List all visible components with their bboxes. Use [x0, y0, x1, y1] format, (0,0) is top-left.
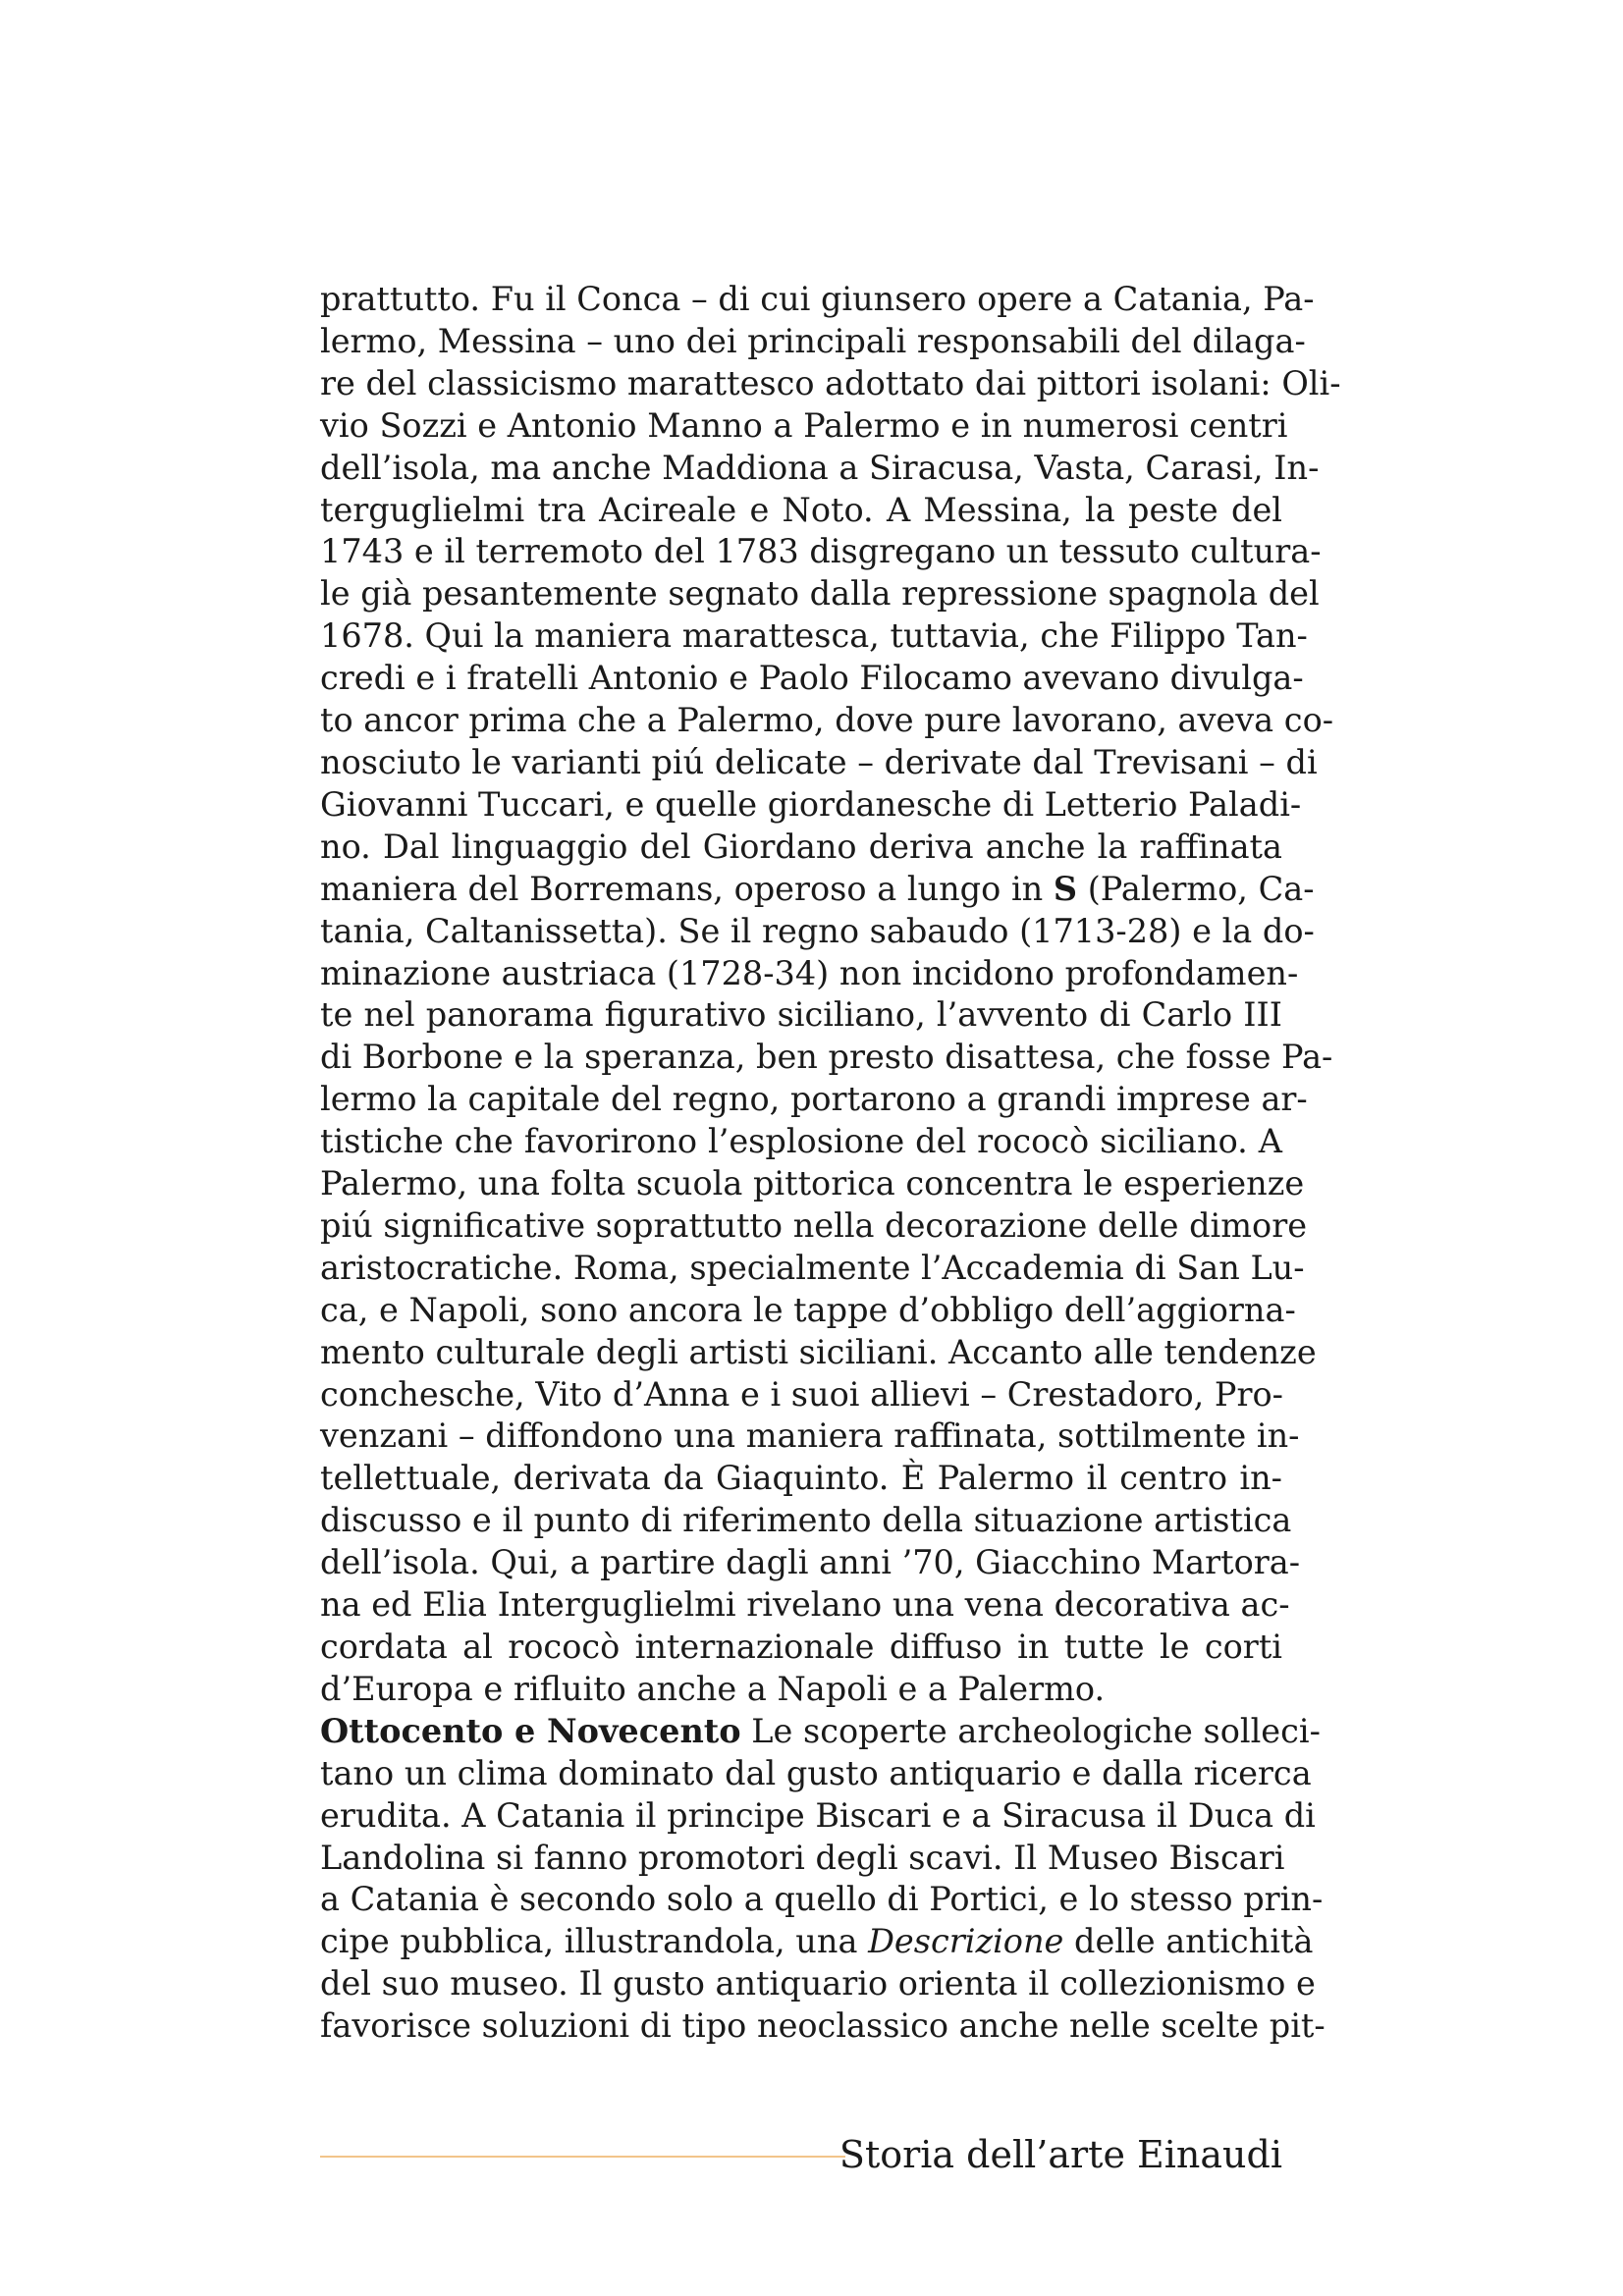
- page-footer: [320, 2132, 1282, 2181]
- text-line: erudita. A Catania il principe Biscari e a Siracusa il Duca di: [320, 1795, 1316, 1835]
- text-line: 1743 e il terremoto del 1783 disgregano un tessuto cultura-: [320, 532, 1322, 571]
- paragraph-lines-2: [320, 911, 1333, 1669]
- footer-title: Storia dell’arte Einaudi: [839, 2133, 1282, 2176]
- text-line: discusso e il punto di riferimento della situazione artistica: [320, 1501, 1292, 1540]
- text-fragment: (Palermo, Ca-: [1077, 869, 1315, 908]
- text-line: dell’isola, ma anche Maddiona a Siracusa, Vasta, Carasi, In-: [320, 448, 1320, 487]
- text-line: 1678. Qui la maniera marattesca, tuttavia, che Filippo Tan-: [320, 616, 1308, 656]
- text-line: na ed Elia Interguglielmi rivelano una vena decorativa ac-: [320, 1585, 1290, 1625]
- text-line: no. Dal linguaggio del Giordano deriva anche la raffinata: [320, 827, 1282, 866]
- text-line: prattutto. Fu il Conca – di cui giunsero opere a Catania, Pa-: [320, 280, 1315, 318]
- text-line: lermo, Messina – uno dei principali responsabili del dilaga-: [320, 321, 1306, 360]
- text-line: tania, Caltanissetta). Se il regno sabaudo (1713-28) e la do-: [320, 911, 1315, 950]
- paragraph-lines-1: [320, 279, 1341, 869]
- text-line: tistiche che favorirono l’esplosione del rococò siciliano. A: [320, 1122, 1282, 1161]
- text-line: conchesche, Vito d’Anna e i suoi allievi – Crestadoro, Pro-: [320, 1374, 1283, 1414]
- text-line: Palermo, una folta scuola pittorica concentra le esperienze: [320, 1164, 1305, 1203]
- text-line: lermo la capitale del regno, portarono a grandi imprese ar-: [320, 1080, 1308, 1119]
- text-line: Giovanni Tuccari, e quelle giordanesche di Letterio Paladi-: [320, 784, 1302, 824]
- text-line: re del classicismo marattesco adottato dai pittori isolani: Oli-: [320, 363, 1341, 402]
- paragraph-last-line: d’Europa e rifluito anche a Napoli e a Palermo.: [320, 1669, 1106, 1708]
- text-line-borremans: [320, 869, 1315, 911]
- text-line: ca, e Napoli, sono ancora le tappe d’obbligo dell’aggiorna-: [320, 1290, 1296, 1329]
- text-fragment: cipe pubblica, illustrandola, una: [320, 1922, 869, 1961]
- text-fragment: Le scoperte archeologiche solleci-: [740, 1711, 1321, 1750]
- text-line: cordata al rococò internazionale diffuso in tutte le corti: [320, 1628, 1282, 1666]
- text-line: mento culturale degli artisti siciliani. Accanto alle tendenze: [320, 1332, 1317, 1371]
- text-line: a Catania è secondo solo a quello di Portici, e lo stesso prin-: [320, 1880, 1324, 1919]
- text-line: nosciuto le varianti piú delicate – derivate dal Trevisani – di: [320, 742, 1318, 781]
- text-line: te nel panorama figurativo siciliano, l’avvento di Carlo III: [320, 995, 1282, 1035]
- text-line: terguglielmi tra Acireale e Noto. A Messina, la peste del: [320, 490, 1282, 529]
- text-fragment: maniera del Borremans, operoso a lungo in: [320, 869, 1054, 908]
- body-text: [320, 279, 1341, 2048]
- text-line: Landolina si fanno promotori degli scavi. Il Museo Biscari: [320, 1838, 1285, 1877]
- paragraph-lines-3: [320, 1753, 1324, 1922]
- text-line-descrizione: [320, 1921, 1314, 1963]
- book-title: Descrizione: [868, 1922, 1064, 1961]
- text-line: aristocratiche. Roma, specialmente l’Accademia di San Lu-: [320, 1248, 1305, 1287]
- text-line: credi e i fratelli Antonio e Paolo Filocamo avevano divulga-: [320, 659, 1304, 698]
- text-fragment: delle antichità: [1063, 1922, 1314, 1961]
- sicily-abbreviation: S: [1053, 869, 1078, 908]
- text-line: favorisce soluzioni di tipo neoclassico anche nelle scelte pit-: [320, 2006, 1325, 2046]
- text-line: tellettuale, derivata da Giaquinto. È Palermo il centro in-: [320, 1459, 1282, 1498]
- text-line: vio Sozzi e Antonio Manno a Palermo e in numerosi centri: [320, 405, 1288, 445]
- paragraph-lines-4: [320, 1963, 1325, 2048]
- section-heading: Ottocento e Novecento: [320, 1711, 741, 1750]
- text-line: del suo museo. Il gusto antiquario orienta il collezionismo e: [320, 1964, 1316, 2003]
- text-line: piú significative soprattutto nella decorazione delle dimore: [320, 1205, 1308, 1245]
- text-line: tano un clima dominato dal gusto antiquario e dalla ricerca: [320, 1753, 1312, 1792]
- text-line: di Borbone e la speranza, ben presto disattesa, che fosse Pa-: [320, 1038, 1333, 1077]
- text-line: venzani – diffondono una maniera raffinata, sottilmente in-: [320, 1416, 1300, 1456]
- footer-rule: [320, 2156, 845, 2158]
- text-line: dell’isola. Qui, a partire dagli anni ’70, Giacchino Martora-: [320, 1543, 1301, 1582]
- text-line: minazione austriaca (1728-34) non incidono profondamen-: [320, 953, 1299, 992]
- text-line: to ancor prima che a Palermo, dove pure lavorano, aveva co-: [320, 701, 1334, 740]
- text-line: le già pesantemente segnato dalla repressione spagnola del: [320, 574, 1320, 614]
- section-first-line: [320, 1711, 1321, 1753]
